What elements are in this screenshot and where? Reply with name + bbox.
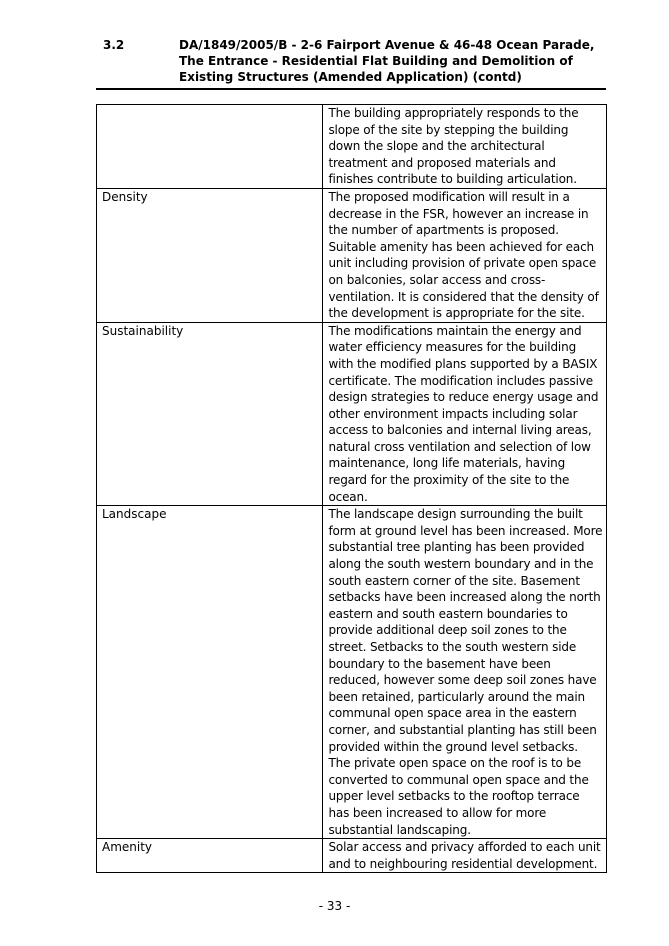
row-comment: The landscape design surrounding the built form at ground level has been increased. More substantial tree planting has been provided along the south western boundary and in the south eastern corner of the site. Basement setbacks have been increased along the north eastern and south eastern boundaries to provide additional deep soil zones to the street. Setbacks to the south western side boundary to the basement have been reduced, however some deep soil zones have been retained, particularly around the main communal open space area in the eastern corner, and substantial planting has still been provided within the ground level setbacks. The private open space on the roof is to be converted to communal open space and the upper level setbacks to the rooftop terrace has been increased to allow for more substantial landscaping. <box>323 506 607 839</box>
row-label: Landscape <box>97 506 323 839</box>
page-number: - 33 - <box>318 899 351 913</box>
section-title: DA/1849/2005/B - 2-6 Fairport Avenue & 46-48 Ocean Parade, The Entrance - Residential Flat Building and Demolition of Existing Structures (Amended Application) (contd) <box>179 38 595 84</box>
table-row <box>97 839 607 873</box>
table-row <box>97 322 607 506</box>
table-row <box>97 506 607 839</box>
row-comment: Solar access and privacy afforded to each unit and to neighbouring residential development. <box>323 839 607 873</box>
section-number: 3.2 <box>103 38 125 52</box>
row-comment: The building appropriately responds to the slope of the site by stepping the building down the slope and the architectural treatment and proposed materials and finishes contribute to building articulation. <box>323 105 607 189</box>
row-comment: The proposed modification will result in a decrease in the FSR, however an increase in the number of apartments is proposed. Suitable amenity has been achieved for each unit including provision of private open space on balconies, solar access and cross-ventilation. It is considered that the density of the development is appropriate for the site. <box>323 188 607 322</box>
row-comment: The modifications maintain the energy and water efficiency measures for the building with the modified plans supported by a BASIX certificate. The modification includes passive design strategies to reduce energy usage and other environment impacts including solar access to balconies and internal living areas, natural cross ventilation and selection of low maintenance, long life materials, having regard for the proximity of the site to the ocean. <box>323 322 607 506</box>
row-label: Density <box>97 188 323 322</box>
row-label: Amenity <box>97 839 323 873</box>
table-row <box>97 105 607 189</box>
table-row <box>97 188 607 322</box>
row-label <box>97 105 323 189</box>
header-rule <box>96 88 606 90</box>
assessment-table <box>96 104 607 873</box>
row-label: Sustainability <box>97 322 323 506</box>
